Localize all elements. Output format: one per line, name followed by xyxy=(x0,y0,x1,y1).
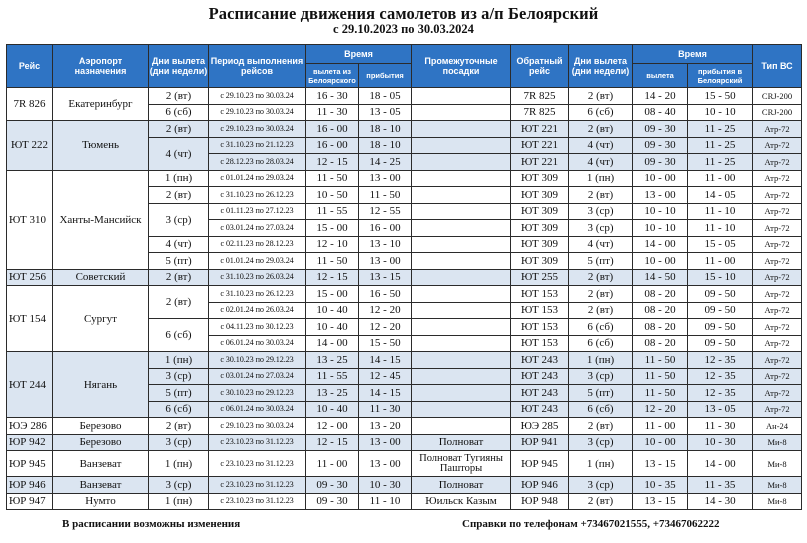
stops-cell xyxy=(412,220,511,237)
arr-cell: 13 - 05 xyxy=(359,104,412,121)
return-dep-cell: 10 - 00 xyxy=(633,170,688,187)
return-arr-cell: 11 - 25 xyxy=(688,154,753,171)
return-dep-cell: 11 - 50 xyxy=(633,352,688,369)
flight-cell: ЮТ 244 xyxy=(7,352,53,418)
return-days-cell: 2 (вт) xyxy=(569,493,633,510)
return-dep-cell: 10 - 10 xyxy=(633,203,688,220)
aircraft-cell: Атр-72 xyxy=(753,335,802,352)
header-return-days: Дни вылета (дни недели) xyxy=(569,45,633,88)
return-dep-cell: 10 - 00 xyxy=(633,253,688,270)
days-cell: 1 (пн) xyxy=(149,451,209,477)
period-cell: с 29.10.23 по 30.03.24 xyxy=(209,104,306,121)
aircraft-cell: Атр-72 xyxy=(753,220,802,237)
return-days-cell: 2 (вт) xyxy=(569,121,633,138)
arr-cell: 16 - 00 xyxy=(359,220,412,237)
return-flight-cell: ЮТ 243 xyxy=(511,401,569,418)
arr-cell: 11 - 10 xyxy=(359,493,412,510)
return-arr-cell: 11 - 35 xyxy=(688,477,753,494)
days-cell: 4 (чт) xyxy=(149,137,209,170)
stops-cell xyxy=(412,121,511,138)
flight-cell: ЮТ 222 xyxy=(7,121,53,171)
aircraft-cell: Атр-72 xyxy=(753,269,802,286)
footer-phones: Справки по телефонам +73467021555, +73467062222 xyxy=(462,518,720,530)
arr-cell: 14 - 25 xyxy=(359,154,412,171)
stops-cell xyxy=(412,286,511,303)
airport-cell: Сургут xyxy=(53,286,149,352)
flight-cell: ЮР 942 xyxy=(7,434,53,451)
return-arr-cell: 13 - 05 xyxy=(688,401,753,418)
dep-cell: 11 - 50 xyxy=(306,170,359,187)
return-days-cell: 2 (вт) xyxy=(569,418,633,435)
return-days-cell: 1 (пн) xyxy=(569,170,633,187)
flight-cell: 7R 826 xyxy=(7,88,53,121)
stops-cell xyxy=(412,352,511,369)
dep-cell: 11 - 30 xyxy=(306,104,359,121)
stops-cell xyxy=(412,401,511,418)
return-dep-cell: 10 - 35 xyxy=(633,477,688,494)
dep-cell: 16 - 00 xyxy=(306,121,359,138)
airport-cell: Нягань xyxy=(53,352,149,418)
return-arr-cell: 09 - 50 xyxy=(688,319,753,336)
page-title: Расписание движения самолетов из а/п Белоярский xyxy=(208,4,599,23)
return-arr-cell: 14 - 00 xyxy=(688,451,753,477)
return-arr-cell: 12 - 35 xyxy=(688,368,753,385)
return-days-cell: 2 (вт) xyxy=(569,286,633,303)
period-cell: с 29.10.23 по 30.03.24 xyxy=(209,88,306,105)
return-flight-cell: ЮТ 153 xyxy=(511,335,569,352)
stops-cell: Полноват xyxy=(412,434,511,451)
dep-cell: 09 - 30 xyxy=(306,493,359,510)
return-arr-cell: 14 - 05 xyxy=(688,187,753,204)
dep-cell: 13 - 25 xyxy=(306,385,359,402)
dep-cell: 10 - 40 xyxy=(306,302,359,319)
days-cell: 2 (вт) xyxy=(149,121,209,138)
header-time: Время xyxy=(306,45,412,64)
days-cell: 2 (вт) xyxy=(149,418,209,435)
return-dep-cell: 13 - 15 xyxy=(633,493,688,510)
return-flight-cell: ЮТ 153 xyxy=(511,286,569,303)
airport-cell: Нумто xyxy=(53,493,149,510)
header-airport: Аэропорт назначения xyxy=(53,45,149,88)
return-flight-cell: ЮТ 153 xyxy=(511,302,569,319)
return-arr-cell: 10 - 30 xyxy=(688,434,753,451)
aircraft-cell: Ан-24 xyxy=(753,418,802,435)
flight-cell: ЮТ 256 xyxy=(7,269,53,286)
return-days-cell: 2 (вт) xyxy=(569,269,633,286)
return-dep-cell: 12 - 20 xyxy=(633,401,688,418)
stops-cell xyxy=(412,236,511,253)
period-cell: с 29.10.23 по 30.03.24 xyxy=(209,418,306,435)
page-subtitle: с 29.10.2023 по 30.03.2024 xyxy=(333,22,474,36)
dep-cell: 15 - 00 xyxy=(306,220,359,237)
flight-cell: ЮТ 310 xyxy=(7,170,53,269)
table-row xyxy=(7,418,802,435)
period-cell: с 31.10.23 по 26.12.23 xyxy=(209,187,306,204)
arr-cell: 16 - 50 xyxy=(359,286,412,303)
arr-cell: 11 - 30 xyxy=(359,401,412,418)
days-cell: 2 (вт) xyxy=(149,88,209,105)
stops-cell xyxy=(412,335,511,352)
aircraft-cell: Атр-72 xyxy=(753,385,802,402)
return-days-cell: 3 (ср) xyxy=(569,434,633,451)
aircraft-cell: Атр-72 xyxy=(753,319,802,336)
stops-cell xyxy=(412,253,511,270)
return-arr-cell: 11 - 25 xyxy=(688,121,753,138)
return-arr-cell: 15 - 50 xyxy=(688,88,753,105)
aircraft-cell: Ми-8 xyxy=(753,451,802,477)
days-cell: 5 (пт) xyxy=(149,253,209,270)
return-days-cell: 3 (ср) xyxy=(569,220,633,237)
aircraft-cell: CRJ-200 xyxy=(753,104,802,121)
return-flight-cell: ЮТ 309 xyxy=(511,187,569,204)
return-days-cell: 2 (вт) xyxy=(569,88,633,105)
airport-cell: Березово xyxy=(53,418,149,435)
table-row xyxy=(7,269,802,286)
return-flight-cell: ЮТ 243 xyxy=(511,352,569,369)
return-flight-cell: ЮТ 309 xyxy=(511,253,569,270)
airport-cell: Ванзеват xyxy=(53,477,149,494)
return-flight-cell: ЮТ 309 xyxy=(511,170,569,187)
dep-cell: 12 - 15 xyxy=(306,269,359,286)
return-flight-cell: ЮТ 309 xyxy=(511,220,569,237)
header-period: Период выполнения рейсов xyxy=(209,45,306,88)
aircraft-cell: Ми-8 xyxy=(753,493,802,510)
header-return-time: Время xyxy=(633,45,753,64)
arr-cell: 13 - 00 xyxy=(359,451,412,477)
stops-cell xyxy=(412,418,511,435)
table-row xyxy=(7,493,802,510)
return-arr-cell: 09 - 50 xyxy=(688,335,753,352)
return-flight-cell: ЮТ 221 xyxy=(511,121,569,138)
days-cell: 3 (ср) xyxy=(149,203,209,236)
return-dep-cell: 08 - 20 xyxy=(633,286,688,303)
arr-cell: 13 - 20 xyxy=(359,418,412,435)
return-flight-cell: ЮТ 309 xyxy=(511,236,569,253)
dep-cell: 11 - 55 xyxy=(306,368,359,385)
period-cell: с 29.10.23 по 30.03.24 xyxy=(209,121,306,138)
arr-cell: 18 - 05 xyxy=(359,88,412,105)
aircraft-cell: CRJ-200 xyxy=(753,88,802,105)
arr-cell: 13 - 00 xyxy=(359,170,412,187)
period-cell: с 31.10.23 по 21.12.23 xyxy=(209,137,306,154)
header-flight: Рейс xyxy=(7,45,53,88)
days-cell: 6 (сб) xyxy=(149,319,209,352)
return-days-cell: 6 (сб) xyxy=(569,319,633,336)
arr-cell: 15 - 50 xyxy=(359,335,412,352)
arr-cell: 18 - 10 xyxy=(359,137,412,154)
period-cell: с 23.10.23 по 31.12.23 xyxy=(209,493,306,510)
aircraft-cell: Атр-72 xyxy=(753,253,802,270)
return-days-cell: 4 (чт) xyxy=(569,236,633,253)
period-cell: с 23.10.23 по 31.12.23 xyxy=(209,477,306,494)
return-dep-cell: 14 - 50 xyxy=(633,269,688,286)
days-cell: 1 (пн) xyxy=(149,352,209,369)
return-arr-cell: 15 - 10 xyxy=(688,269,753,286)
table-row xyxy=(7,477,802,494)
schedule-table xyxy=(6,44,802,510)
table-row xyxy=(7,88,802,105)
arr-cell: 14 - 15 xyxy=(359,385,412,402)
stops-cell xyxy=(412,137,511,154)
period-cell: с 23.10.23 по 31.12.23 xyxy=(209,451,306,477)
stops-cell: Полноват Тугияны Пашторы xyxy=(412,451,511,477)
return-arr-cell: 11 - 30 xyxy=(688,418,753,435)
days-cell: 6 (сб) xyxy=(149,104,209,121)
table-row xyxy=(7,451,802,477)
airport-cell: Советский xyxy=(53,269,149,286)
return-days-cell: 3 (ср) xyxy=(569,477,633,494)
days-cell: 5 (пт) xyxy=(149,385,209,402)
return-dep-cell: 09 - 30 xyxy=(633,121,688,138)
days-cell: 3 (ср) xyxy=(149,477,209,494)
return-flight-cell: 7R 825 xyxy=(511,104,569,121)
aircraft-cell: Атр-72 xyxy=(753,401,802,418)
period-cell: с 23.10.23 по 31.12.23 xyxy=(209,434,306,451)
period-cell: с 02.11.23 по 28.12.23 xyxy=(209,236,306,253)
return-flight-cell: ЮТ 255 xyxy=(511,269,569,286)
period-cell: с 30.10.23 по 29.12.23 xyxy=(209,385,306,402)
flight-cell: ЮР 946 xyxy=(7,477,53,494)
arr-cell: 14 - 15 xyxy=(359,352,412,369)
stops-cell xyxy=(412,104,511,121)
return-dep-cell: 08 - 20 xyxy=(633,335,688,352)
return-days-cell: 6 (сб) xyxy=(569,335,633,352)
days-cell: 4 (чт) xyxy=(149,236,209,253)
period-cell: с 02.01.24 по 26.03.24 xyxy=(209,302,306,319)
return-days-cell: 2 (вт) xyxy=(569,187,633,204)
return-dep-cell: 09 - 30 xyxy=(633,137,688,154)
dep-cell: 10 - 40 xyxy=(306,319,359,336)
aircraft-cell: Атр-72 xyxy=(753,137,802,154)
dep-cell: 11 - 00 xyxy=(306,451,359,477)
period-cell: с 28.12.23 по 28.03.24 xyxy=(209,154,306,171)
return-flight-cell: 7R 825 xyxy=(511,88,569,105)
return-arr-cell: 11 - 00 xyxy=(688,170,753,187)
return-flight-cell: ЮТ 243 xyxy=(511,385,569,402)
stops-cell xyxy=(412,170,511,187)
dep-cell: 12 - 00 xyxy=(306,418,359,435)
return-flight-cell: ЮР 946 xyxy=(511,477,569,494)
return-dep-cell: 08 - 20 xyxy=(633,302,688,319)
return-flight-cell: ЮР 945 xyxy=(511,451,569,477)
return-arr-cell: 11 - 00 xyxy=(688,253,753,270)
return-flight-cell: ЮР 948 xyxy=(511,493,569,510)
airport-cell: Ванзеват xyxy=(53,451,149,477)
period-cell: с 01.11.23 по 27.12.23 xyxy=(209,203,306,220)
dep-cell: 09 - 30 xyxy=(306,477,359,494)
stops-cell xyxy=(412,203,511,220)
airport-cell: Екатеринбург xyxy=(53,88,149,121)
period-cell: с 30.10.23 по 29.12.23 xyxy=(209,352,306,369)
days-cell: 2 (вт) xyxy=(149,269,209,286)
return-arr-cell: 15 - 05 xyxy=(688,236,753,253)
table-row xyxy=(7,434,802,451)
return-days-cell: 6 (сб) xyxy=(569,104,633,121)
header-return-flight: Обратный рейс xyxy=(511,45,569,88)
arr-cell: 10 - 30 xyxy=(359,477,412,494)
airport-cell: Ханты-Мансийск xyxy=(53,170,149,269)
dep-cell: 10 - 40 xyxy=(306,401,359,418)
arr-cell: 18 - 10 xyxy=(359,121,412,138)
stops-cell xyxy=(412,187,511,204)
table-row xyxy=(7,121,802,138)
period-cell: с 01.01.24 по 29.03.24 xyxy=(209,253,306,270)
return-days-cell: 1 (пн) xyxy=(569,451,633,477)
arr-cell: 13 - 00 xyxy=(359,434,412,451)
table-row xyxy=(7,352,802,369)
arr-cell: 12 - 45 xyxy=(359,368,412,385)
footer-note: В расписании возможны изменения xyxy=(62,518,241,530)
aircraft-cell: Атр-72 xyxy=(753,368,802,385)
return-flight-cell: ЮТ 221 xyxy=(511,154,569,171)
stops-cell: Юильск Казым xyxy=(412,493,511,510)
return-flight-cell: ЮЭ 285 xyxy=(511,418,569,435)
flight-cell: ЮР 947 xyxy=(7,493,53,510)
aircraft-cell: Атр-72 xyxy=(753,187,802,204)
days-cell: 1 (пн) xyxy=(149,170,209,187)
aircraft-cell: Атр-72 xyxy=(753,302,802,319)
return-dep-cell: 11 - 00 xyxy=(633,418,688,435)
stops-cell xyxy=(412,302,511,319)
days-cell: 2 (вт) xyxy=(149,286,209,319)
return-arr-cell: 10 - 10 xyxy=(688,104,753,121)
stops-cell xyxy=(412,88,511,105)
days-cell: 3 (ср) xyxy=(149,434,209,451)
return-flight-cell: ЮР 941 xyxy=(511,434,569,451)
stops-cell xyxy=(412,319,511,336)
days-cell: 2 (вт) xyxy=(149,187,209,204)
dep-cell: 13 - 25 xyxy=(306,352,359,369)
return-days-cell: 4 (чт) xyxy=(569,137,633,154)
header-return-dep: вылета xyxy=(633,64,688,88)
return-arr-cell: 09 - 50 xyxy=(688,286,753,303)
return-dep-cell: 13 - 00 xyxy=(633,187,688,204)
dep-cell: 16 - 30 xyxy=(306,88,359,105)
arr-cell: 12 - 20 xyxy=(359,302,412,319)
arr-cell: 12 - 20 xyxy=(359,319,412,336)
return-days-cell: 1 (пн) xyxy=(569,352,633,369)
header-dep: вылета из Белоярского xyxy=(306,64,359,88)
table-row xyxy=(7,170,802,187)
aircraft-cell: Атр-72 xyxy=(753,236,802,253)
arr-cell: 11 - 50 xyxy=(359,187,412,204)
days-cell: 6 (сб) xyxy=(149,401,209,418)
period-cell: с 01.01.24 по 29.03.24 xyxy=(209,170,306,187)
flight-cell: ЮТ 154 xyxy=(7,286,53,352)
aircraft-cell: Атр-72 xyxy=(753,170,802,187)
return-arr-cell: 11 - 10 xyxy=(688,203,753,220)
return-dep-cell: 10 - 00 xyxy=(633,434,688,451)
dep-cell: 12 - 10 xyxy=(306,236,359,253)
days-cell: 1 (пн) xyxy=(149,493,209,510)
aircraft-cell: Атр-72 xyxy=(753,203,802,220)
header-days: Дни вылета (дни недели) xyxy=(149,45,209,88)
arr-cell: 13 - 15 xyxy=(359,269,412,286)
return-days-cell: 3 (ср) xyxy=(569,203,633,220)
dep-cell: 14 - 00 xyxy=(306,335,359,352)
period-cell: с 04.11.23 по 30.12.23 xyxy=(209,319,306,336)
dep-cell: 15 - 00 xyxy=(306,286,359,303)
aircraft-cell: Атр-72 xyxy=(753,352,802,369)
return-days-cell: 3 (ср) xyxy=(569,368,633,385)
arr-cell: 13 - 10 xyxy=(359,236,412,253)
dep-cell: 12 - 15 xyxy=(306,154,359,171)
header-arr: прибытия xyxy=(359,64,412,88)
period-cell: с 31.10.23 по 26.12.23 xyxy=(209,286,306,303)
period-cell: с 06.01.24 по 30.03.24 xyxy=(209,335,306,352)
stops-cell xyxy=(412,368,511,385)
return-days-cell: 5 (пт) xyxy=(569,385,633,402)
table-row xyxy=(7,286,802,303)
dep-cell: 16 - 00 xyxy=(306,137,359,154)
return-dep-cell: 13 - 15 xyxy=(633,451,688,477)
dep-cell: 11 - 55 xyxy=(306,203,359,220)
return-dep-cell: 08 - 40 xyxy=(633,104,688,121)
period-cell: с 06.01.24 по 30.03.24 xyxy=(209,401,306,418)
return-dep-cell: 09 - 30 xyxy=(633,154,688,171)
flight-cell: ЮЭ 286 xyxy=(7,418,53,435)
return-dep-cell: 14 - 00 xyxy=(633,236,688,253)
stops-cell xyxy=(412,269,511,286)
header-return-arr: прибытия в Белоярский xyxy=(688,64,753,88)
return-arr-cell: 09 - 50 xyxy=(688,302,753,319)
return-arr-cell: 12 - 35 xyxy=(688,385,753,402)
return-days-cell: 5 (пт) xyxy=(569,253,633,270)
return-arr-cell: 14 - 30 xyxy=(688,493,753,510)
flight-cell: ЮР 945 xyxy=(7,451,53,477)
return-dep-cell: 08 - 20 xyxy=(633,319,688,336)
return-arr-cell: 11 - 25 xyxy=(688,137,753,154)
dep-cell: 10 - 50 xyxy=(306,187,359,204)
return-days-cell: 6 (сб) xyxy=(569,401,633,418)
period-cell: с 03.01.24 по 27.03.24 xyxy=(209,220,306,237)
dep-cell: 11 - 50 xyxy=(306,253,359,270)
aircraft-cell: Ми-8 xyxy=(753,434,802,451)
stops-cell xyxy=(412,154,511,171)
airport-cell: Тюмень xyxy=(53,121,149,171)
header-aircraft: Тип ВС xyxy=(753,45,802,88)
dep-cell: 12 - 15 xyxy=(306,434,359,451)
arr-cell: 12 - 55 xyxy=(359,203,412,220)
arr-cell: 13 - 00 xyxy=(359,253,412,270)
return-arr-cell: 12 - 35 xyxy=(688,352,753,369)
return-dep-cell: 14 - 20 xyxy=(633,88,688,105)
days-cell: 3 (ср) xyxy=(149,368,209,385)
return-days-cell: 4 (чт) xyxy=(569,154,633,171)
airport-cell: Березово xyxy=(53,434,149,451)
aircraft-cell: Атр-72 xyxy=(753,154,802,171)
aircraft-cell: Атр-72 xyxy=(753,121,802,138)
return-dep-cell: 11 - 50 xyxy=(633,385,688,402)
return-flight-cell: ЮТ 221 xyxy=(511,137,569,154)
aircraft-cell: Атр-72 xyxy=(753,286,802,303)
return-dep-cell: 10 - 10 xyxy=(633,220,688,237)
aircraft-cell: Ми-8 xyxy=(753,477,802,494)
stops-cell xyxy=(412,385,511,402)
stops-cell: Полноват xyxy=(412,477,511,494)
period-cell: с 31.10.23 по 26.03.24 xyxy=(209,269,306,286)
return-flight-cell: ЮТ 309 xyxy=(511,203,569,220)
header-stops: Промежуточные посадки xyxy=(412,45,511,88)
return-dep-cell: 11 - 50 xyxy=(633,368,688,385)
return-flight-cell: ЮТ 243 xyxy=(511,368,569,385)
return-flight-cell: ЮТ 153 xyxy=(511,319,569,336)
return-days-cell: 2 (вт) xyxy=(569,302,633,319)
return-arr-cell: 11 - 10 xyxy=(688,220,753,237)
period-cell: с 03.01.24 по 27.03.24 xyxy=(209,368,306,385)
